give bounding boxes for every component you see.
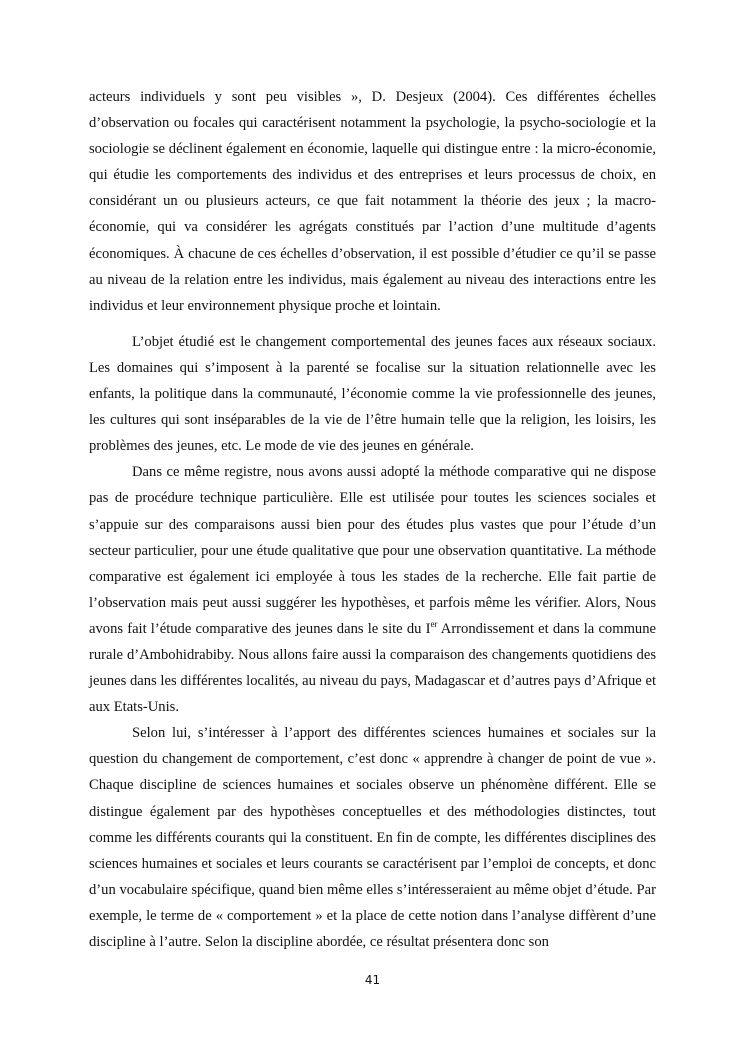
ordinal-superscript: er bbox=[430, 619, 438, 630]
page-number: 41 bbox=[364, 973, 381, 987]
paragraph-1: acteurs individuels y sont peu visibles », D. Desjeux (2004). Ces différentes échelles d’observation ou focales qui caractérisent notamment la psychologie, la psycho-sociologie et la sociologie se déclinent également en économie, laquelle qui distingue entre : la micro-économie, qui étudie les comportements des individus et des entreprises et leurs processus de choix, en considérant un ou plusieurs acteurs, ce que fait notamment la théorie des jeux ; la macro-économie, qui va considérer les agrégats constitués par l’action d’une multitude d’agents économiques. À chacune de ces échelles d’observation, il est possible d’étudier ce qu’il se passe au niveau de la relation entre les individus, mais également au niveau des interactions entre les individus et leur environnement physique proche et lointain. bbox=[89, 89, 656, 314]
paragraph-3 bbox=[89, 459, 656, 720]
paragraph-4: Selon lui, s’intéresser à l’apport des différentes sciences humaines et sociales sur la question du changement de comportement, c’est donc « apprendre à changer de point de vue ». Chaque discipline de sciences humaines et sociales observe un phénomène différent. Elle se distingue également par des hypothèses conceptuelles et des méthodologies distinctes, tout comme les différents courants qui la constituent. En fin de compte, les différentes disciplines des sciences humaines et sociales et leurs courants se caractérisent par l’emploi de concepts, et donc d’un vocabulaire spécifique, quand bien même elles s’intéresseraient au même objet d’étude. Par exemple, le terme de « comportement » et la place de cette notion dans l’analyse diffèrent d’une discipline à l’autre. Selon la discipline abordée, ce résultat présentera donc son bbox=[89, 725, 656, 950]
paragraph-2: L’objet étudié est le changement comportemental des jeunes faces aux réseaux sociaux. Les domaines qui s’imposent à la parenté se focalise sur la situation relationnelle avec les enfants, la politique dans la communauté, l’économie comme la vie professionnelle des jeunes, les cultures qui sont inséparables de la vie de l’être humain telle que la religion, les loisirs, les problèmes des jeunes, etc. Le mode de vie des jeunes en générale. bbox=[89, 333, 656, 455]
document-body bbox=[89, 84, 656, 955]
paragraph-3-text-b: Arrondissement et dans la commune rurale d’Ambohidrabiby. Nous allons faire aussi la comparaison des changements quotidiens des jeunes dans les différentes localités, au niveau du pays, Madagascar et d’autres pays d’Afrique et aux Etats-Unis. bbox=[89, 620, 656, 716]
paragraph-3-text-a: Dans ce même registre, nous avons aussi adopté la méthode comparative qui ne dispose pas de procédure technique particulière. Elle est utilisée pour toutes les sciences sociales et s’appuie sur des comparaisons aussi bien pour des études plus vastes que pour l’étude d’un secteur particulier, pour une étude qualitative que pour une observation quantitative. La méthode comparative est également ici employée à tous les stades de la recherche. Elle fait partie de l’observation mais peut aussi suggérer les hypothèses, et parfois même les vérifier. Alors, Nous avons fait l’étude comparative des jeunes dans le site du I bbox=[89, 464, 656, 637]
